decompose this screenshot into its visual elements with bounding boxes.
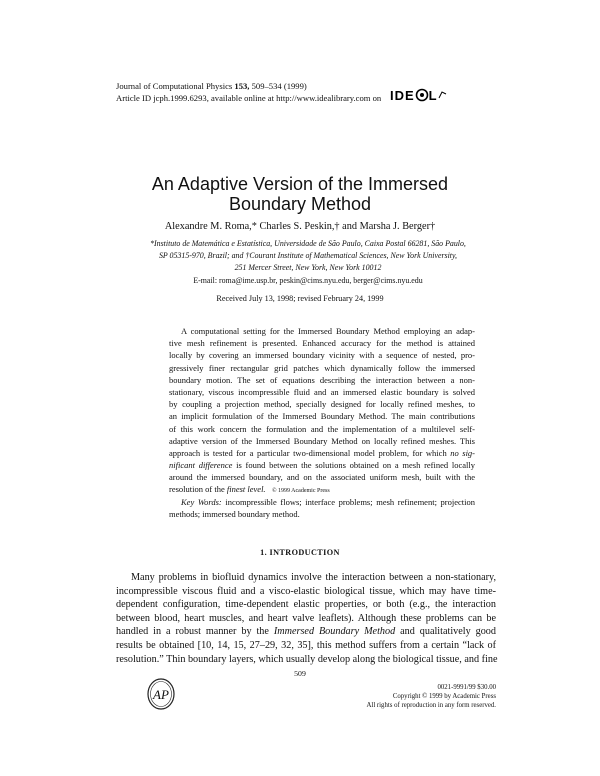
body-line: resolution.” Thin boundary layers, which usually develop along the biological tissue, and fine (116, 653, 498, 665)
rights-line: All rights of reproduction in any form reserved. (366, 702, 496, 710)
abstract-text: resolution of the (169, 484, 225, 495)
academic-press-logo (145, 676, 177, 712)
abstract-line (169, 447, 475, 459)
journal-citation (116, 80, 381, 92)
keywords-label: Key Words: (181, 496, 222, 507)
section-heading: 1. INTRODUCTION (260, 548, 340, 557)
keywords-line: methods; immersed boundary method. (169, 508, 300, 519)
title-line-2: Boundary Method (228, 194, 372, 214)
abstract-text: approach is tested for a particular two-dimensional model problem, for which (169, 447, 447, 458)
body-line: between blood, heart muscles, and heart valve leaflets). Although these problems can be (116, 612, 496, 624)
abstract-line (169, 483, 475, 495)
ideal-logo-tail: L (428, 87, 438, 103)
author-emails: E-mail: roma@ime.usp.br, peskin@cims.nyu.edu, berger@cims.nyu.edu (193, 275, 423, 285)
body-line: results be obtained [10, 14, 15, 27–29, 32, 35], this method suffers from a certain “lack of (116, 639, 496, 651)
keywords-text: incompressible flows; interface problems; mesh refinement; projection (225, 496, 475, 507)
body-text: handled in a robust manner by the (116, 626, 269, 638)
abstract-copyright: © 1999 Academic Press (271, 488, 330, 495)
abstract (169, 325, 475, 520)
abstract-line: of this work concern the formulation and the implementation of a multilevel self- (169, 423, 475, 434)
body-line: dependent configuration, time-dependent elastic properties, or both (e.g., the interaction (116, 599, 496, 611)
abstract-emphasis: nificant difference (169, 460, 233, 471)
abstract-line: locally by covering an immersed boundary vicinity with a sequence of nested, pro- (169, 350, 475, 361)
ideal-logo (390, 84, 447, 106)
abstract-line: stationary, viscous incompressible fluid and an immersed elastic boundary is solved (169, 386, 475, 397)
abstract-line: gressively finer rectangular grid patches which dynamically follow the immersed (169, 362, 475, 373)
copyright-line: Copyright © 1999 by Academic Press (392, 693, 496, 701)
journal-pages: 509–534 (1999) (251, 81, 307, 91)
abstract-line: around the immersed boundary, and on the associated uniform mesh, built with the (169, 472, 475, 483)
journal-header (116, 80, 381, 104)
body-line: Many problems in biofluid dynamics involve the interaction between a non-stationary, (131, 572, 496, 583)
ideal-logo-text: IDE (390, 87, 415, 103)
ap-logo-text: AP (153, 687, 169, 702)
abstract-line: A computational setting for the Immersed Boundary Method employing an adap- (181, 326, 475, 336)
abstract-emphasis: no sig- (450, 447, 476, 458)
ideal-mark-icon (438, 90, 447, 100)
introduction-body (116, 571, 496, 666)
keywords-line (169, 496, 475, 508)
article-id: Article ID jcph.1999.6293, available online at http://www.idealibrary.com on (116, 93, 382, 103)
affiliation-line-2: SP 05315-970, Brazil; and †Courant Institute of Mathematical Sciences, New York University, (158, 251, 458, 261)
paper-title (0, 174, 600, 214)
abstract-line: by coupling a projection method, specially designed for locally refined meshes, to (169, 399, 475, 410)
body-line (116, 625, 496, 639)
body-line: incompressible viscous fluid and a visco-elastic biological tissue, which may have time- (116, 585, 496, 597)
journal-volume: 153, (234, 81, 250, 91)
body-text: and qualitatively good (400, 626, 496, 638)
abstract-line: boundary motion. The set of equations describing the interaction between a non- (169, 374, 475, 385)
authors: Alexandre M. Roma,* Charles S. Peskin,† and Marsha J. Berger† (164, 221, 436, 232)
abstract-line: an implicit formulation of the Immersed Boundary Method. The main contributions (169, 411, 475, 422)
body-emphasis: Immersed Boundary Method (273, 626, 396, 638)
price-line: 0021-9991/99 $30.00 (437, 684, 496, 691)
affiliation-line-1: *Instituto de Matemática e Estatística, Universidade de São Paulo, Caixa Postal 66281, São Paulo, (150, 239, 466, 248)
affiliation-line-3: 251 Mercer Street, New York, New York 10012 (234, 263, 382, 273)
page-number: 509 (294, 669, 306, 678)
ideal-eye-icon (415, 88, 429, 102)
journal-name: Journal of Computational Physics (116, 81, 233, 91)
abstract-emphasis: finest level. (226, 484, 266, 495)
abstract-text: is found between the solutions obtained on a mesh refined locally (236, 460, 475, 471)
title-line-1: An Adaptive Version of the Immersed (151, 174, 449, 194)
abstract-line: tive mesh refinement is presented. Enhanced accuracy for the method is attained (169, 338, 475, 349)
received-dates: Received July 13, 1998; revised February 24, 1999 (216, 294, 384, 303)
abstract-line: adaptive version of the Immersed Boundary Method on locally refined meshes. This (169, 435, 475, 446)
affiliations (140, 238, 476, 287)
copyright-block (320, 683, 496, 711)
abstract-line (169, 459, 475, 471)
